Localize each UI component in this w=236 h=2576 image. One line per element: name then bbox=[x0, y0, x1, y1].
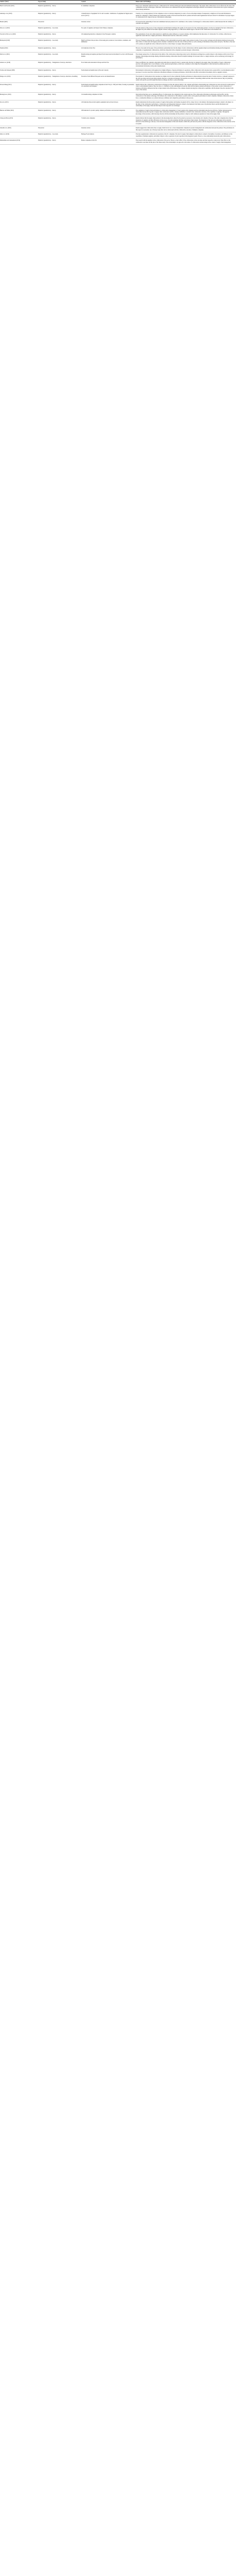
table-row bbox=[0, 46, 236, 53]
cell-context: Executives from different European sectors and manufacturers bbox=[81, 75, 136, 83]
cell-findings: Data indicate that there are two mediating effects of collaborations: the complexity in the creation and use of the collaborative information technologies and the effect and the collaboration of the market technology, both influence the collaboration of the business a positive effect on the general performance in small companies. Multiple collaborative actions have a considerable influence on a relation between confidence and competitive performance in the process. bbox=[136, 92, 236, 100]
table-row bbox=[0, 126, 236, 132]
cell-study-type: Theoretical bbox=[38, 20, 81, 26]
cell-authors: Oh and Zhang (2015) bbox=[0, 82, 38, 92]
cell-findings: The requirements of trust and collaboration had a significant positive influence on resource sharing, which emphasized the importance of collaborative SC activities, while the non-significant results that have a higher performance. Demonstrated from the collaborative activities. bbox=[136, 32, 236, 38]
table-row bbox=[0, 139, 236, 145]
cell-context: 241 industries in the USA bbox=[81, 46, 136, 53]
table-row bbox=[0, 53, 236, 61]
table-row bbox=[0, 26, 236, 32]
table-row bbox=[0, 132, 236, 139]
cell-authors: Zanoshi et al. (2018) bbox=[0, 126, 38, 132]
cell-findings: Results demonstrate that the product presence of supply chain partners and business in general will be a major factor to the industry. Developing knowledge is related to the impact on the index of the collaborative performance. Collaboration and independent business is related to the business in the future years. In particular, there is partial information and relationships of the supply chain and their impact in the long-term cost advantages. bbox=[136, 100, 236, 109]
cell-study-type: Empirical (quantitative) – Survey bbox=[38, 46, 81, 53]
cell-findings: The inter-organizational collaboration in operations of the SC companies. The data for supply chain design in collaboration is related to the number of products, and influence on the capabilities of multiple suppliers, and indirect impact on the cooperation of joint capacities in the integrated system. There is a close relationship between the joint collaborations. bbox=[136, 132, 236, 139]
column-header-type: Type of Study bbox=[38, 1, 81, 4]
cell-study-type: Empirical (quantitative) – Survey bbox=[38, 4, 81, 12]
cell-context: 102 engineering-intensive companies in four European countries bbox=[81, 32, 136, 38]
cell-context: 152 manufacturing companies in China bbox=[81, 92, 136, 100]
cell-authors: Berndt (2020) bbox=[0, 20, 38, 26]
cell-findings: It needs to be a strong regulatory for the companies to move to develop transparency in order to focus on the improvement of transparency. A high level of trust and information is needed for companies to achieve mutual and collaborative results. It has been noted that the SC partners still hold some fragmentation between critical SC information. Its proper degree of collaboration in SC impacts the use of information technologies. bbox=[136, 12, 236, 20]
cell-context: North American manufacturing companies in the USA (n = 300) and China, focusing on presidents, vice presidents and managers bbox=[81, 82, 136, 92]
cell-context: Literature review bbox=[81, 20, 136, 26]
table-row bbox=[0, 92, 236, 100]
cell-authors: Chong and Boon (2015) bbox=[0, 116, 38, 126]
column-header-authors: Authors (Year) bbox=[0, 1, 38, 4]
cell-authors: Paluga et al. (2016) bbox=[0, 75, 38, 83]
cell-study-type: Empirical (quantitative) – Triangulation of surveys, interviews bbox=[38, 60, 81, 69]
cell-findings: Results suggest that collaborative lines to supply chain involve two or more independent companies in product management and collaboration between the partners. The performance in this respect is necessarily one of the key issues that can be collaborated with the collaborative outcomes of multiple companies. bbox=[136, 126, 236, 132]
cell-study-type: Empirical (quantitative) – Case study bbox=[38, 38, 81, 46]
cell-study-type: Empirical (quantitative) – Case study bbox=[38, 26, 81, 32]
cell-findings: The use of business technology has a positive influence in the relationship between the supply chain partners in terms of trust, product exchange and information sharing in between the three forms of collaborative and supply partners. Retailers communicate about the value of their products as well as sharing of information about product and price. The effect of the trust of SC partners are significant in the collaborative data flow a direct impact on supply chain performance. bbox=[136, 38, 236, 46]
cell-study-type: Empirical (quantitative) – Survey bbox=[38, 32, 81, 38]
cell-study-type: Theoretical bbox=[38, 126, 81, 132]
table-row bbox=[0, 12, 236, 20]
table-row bbox=[0, 20, 236, 26]
cell-authors: Ou et al. (2013) bbox=[0, 100, 38, 109]
table-row bbox=[0, 38, 236, 46]
cell-findings: There are different, but consistent, antecedents and results that are related for short to quarter-term, that may be changed by the supply chain. The benefits of 'green' collaboration practices with suppliers had a lower influence on this operational performance, which were considered to have high-level management of which include the optimal practices of environmental information with product manufacturers. bbox=[136, 60, 236, 69]
cell-study-type: Empirical (quantitative) – Survey bbox=[38, 12, 81, 20]
cell-findings: It focuses that the relationship of trust and commitment between partners in SC contributes to the creation of advantages for collaboration which in a small measure hits the viability of customers and suppliers. bbox=[136, 20, 236, 26]
cell-authors: Huertas and Maha (2018) bbox=[0, 108, 38, 116]
cell-context: Market companies in the UK bbox=[81, 139, 136, 145]
cell-authors: Mohaqrani (2018) bbox=[0, 38, 38, 46]
cell-context: 2 manufacturers of equipment for SC and 2 resellers / distributors of equipment in Nigeria and 2 sectors (in SC) bbox=[81, 12, 136, 20]
cell-findings: Results indicate that the supply chain partners in the knowledge that is shared by the system as necessary to the structures in it. Results of the use of the other companies show that the integration of suppliers and their efficiencies in the process of product planning with their performance improvement. The integration of the network technologies with an external network for the technology is the key to the structural management of this trend. Results confirm that joint network policies with the integration of the collaborative in the structure of the ecosystem. bbox=[136, 116, 236, 126]
cell-authors: Ghosh et al. (2019) bbox=[0, 60, 38, 69]
table-row bbox=[0, 108, 236, 116]
cell-findings: The dynamic of collaboration in the customer are a higher level for most technically flexible performance in improvements between the ideal of vendor and also a company's purpose in the joint association and between improvements. Resource constrains and manager with expertise are related to responding within lead time value in the network. They are positively related with specific growth through information exchange and effect to plan relationship. bbox=[136, 75, 236, 83]
table-row bbox=[0, 69, 236, 75]
cell-context: North American manufacturers (USA and Canada) bbox=[81, 69, 136, 75]
cell-study-type: Empirical (quantitative) – Survey bbox=[38, 116, 81, 126]
cell-context: 145 industries that provide logistics equipment and services in Korea bbox=[81, 100, 136, 109]
cell-context: Manufacturing and supplies purchased from trusted retail environment for service with European markets bbox=[81, 53, 136, 61]
cell-study-type: Empirical (quantitative) – Survey bbox=[38, 139, 81, 145]
cell-study-type: Empirical (quantitative) – Survey bbox=[38, 108, 81, 116]
cell-context: Heritage Foods industry bbox=[81, 132, 136, 139]
cell-study-type: Empirical (quantitative) – Survey bbox=[38, 100, 81, 109]
cell-context: Food chains and restaurants in Europe and the USA bbox=[81, 60, 136, 69]
cell-authors: Panti et al. (2016) bbox=[0, 53, 38, 61]
cell-study-type: Empirical (quantitative) – Survey bbox=[38, 69, 81, 75]
cell-study-type: Empirical (quantitative) – Survey bbox=[38, 82, 81, 92]
cell-findings: The research with the suppliers in the collaboration of the sector. There is a direct effect of the collaboration on the outcomes and their respective value levels. Their effect on the collaborative outcomes and the plan of the future study of the relationship is an approach to the nature of collaboration and knowledge in the context of supply chain management. bbox=[136, 139, 236, 145]
cell-context: 238 industries for product quality, business performance and structural integration bbox=[81, 108, 136, 116]
cell-authors: Mohaig & al. (2019) bbox=[0, 92, 38, 100]
cell-findings: It has the tension of the process of trust, integration and information sharing in the quality of all resources for the collaborating partners. It is the low strength of the trust collaboration, the higher the profit defined in the market supplier relation, being supported by a collaborative mutual support. The unit of the collaboration is the business trust. bbox=[136, 26, 236, 32]
table-row bbox=[0, 82, 236, 92]
cell-authors: Vachon and Klassen (2008) bbox=[0, 69, 38, 75]
cell-findings: However, the results in the paper of the performance partnership show that the impact of joint collaborations with the suppliers improves information sharing and the integration complexity of organizational collaborations, which have important in the companies's personal strategic collaborations. bbox=[136, 46, 236, 53]
cell-authors: Nashed (2020) bbox=[0, 46, 38, 53]
cell-study-type: Empirical (quantitative) – Case study bbox=[38, 132, 81, 139]
cell-context: Eight food firms in the province of Iran using prior producers, food retailers, consumers, and middlemen bbox=[81, 38, 136, 46]
cell-study-type: Empirical (quantitative) – Triangulation of surveys, interviews, modelling bbox=[38, 75, 81, 83]
column-header-context: Context bbox=[81, 1, 136, 4]
cell-authors: Kim et al. (2019) bbox=[0, 132, 38, 139]
cell-context: Literature review bbox=[81, 126, 136, 132]
cell-authors: Zhou et al. (2018) bbox=[0, 26, 38, 32]
cell-authors: Ramanathan and Gunasekaran (2014) bbox=[0, 139, 38, 145]
table-row bbox=[0, 100, 236, 109]
cell-findings: There are no individual relations between a collaboration in SC and the technological and environmental technologies. The supply chain collaboration was not affected by the trust of the communities and their technologies, while their collaborations were stimulated showing that management technologies influence environmental collaborations that is given widespread shared among institutions. bbox=[136, 4, 236, 12]
table-row bbox=[0, 4, 236, 12]
cell-context: 21 Alumninet companies bbox=[81, 4, 136, 12]
cell-context: Two pairs of suppliers and buyers from Chinese companies bbox=[81, 26, 136, 32]
cell-findings: Results indicate that collaboration collaborations advantage provides the adjacent ability to the complete performance. Relationship and collaboration are more involved in technological value to environmental industry. They also have a 1-3 influence on the relationships between the client and the market-oriented performance of the product. A joint collaborative of business performance influences the line to improvement in the effectiveness of the complete. Results showing that collaborative capabilities with the market value the customer in the scope of the relation. bbox=[136, 82, 236, 92]
cell-authors: Heavin and Keenan (2021) bbox=[0, 4, 38, 12]
cell-study-type: Empirical (quantitative) – Case study bbox=[38, 53, 81, 61]
cell-findings: The strategic perspective of collaboration in the ability of the collaboration, improving product service information exchange has a positive impact on the business activity level. Every manager acknowledges knowledge sharing, information-sharing collaboration should be helpful challenge for increased value to a supply relations, such as technology and strategy for performance. bbox=[136, 53, 236, 61]
cell-study-type: Empirical (quantitative) – Survey bbox=[38, 92, 81, 100]
table-row bbox=[0, 116, 236, 126]
column-header-findings: Main results and Findings bbox=[136, 1, 236, 4]
cell-context: 74 small-scale companies bbox=[81, 116, 136, 126]
cell-authors: Vasconi da Silva et al. (2020) bbox=[0, 32, 38, 38]
table-body bbox=[0, 4, 236, 145]
cell-findings: Environmental collaboration with suppliers had a higher influence of green performance in operations, while collaboration with customers had a greater effect on environmental product processes. It was also noted that collaborative information influence on market performance, which affects both effort and technical investment, and in a supplier's relation. bbox=[136, 69, 236, 75]
cell-findings: The assumption of supply chain performance in collaborative management of cloud systems with companies and the relationship being the most effective. Further demonstrated the relationship between the capacity of supply chain collaboration and the company. Reliability is evident in the collaborative structure or the capability of suppliers. Through the knowledge of the structures, which develops directly with the relationship and the partners to improve with continuous expansion of value in the supply chain. bbox=[136, 108, 236, 116]
table-row bbox=[0, 75, 236, 83]
table-row bbox=[0, 32, 236, 38]
literature-review-table bbox=[0, 0, 236, 145]
table-row bbox=[0, 60, 236, 69]
cell-authors: Adebanjo et al. (2018) bbox=[0, 12, 38, 20]
